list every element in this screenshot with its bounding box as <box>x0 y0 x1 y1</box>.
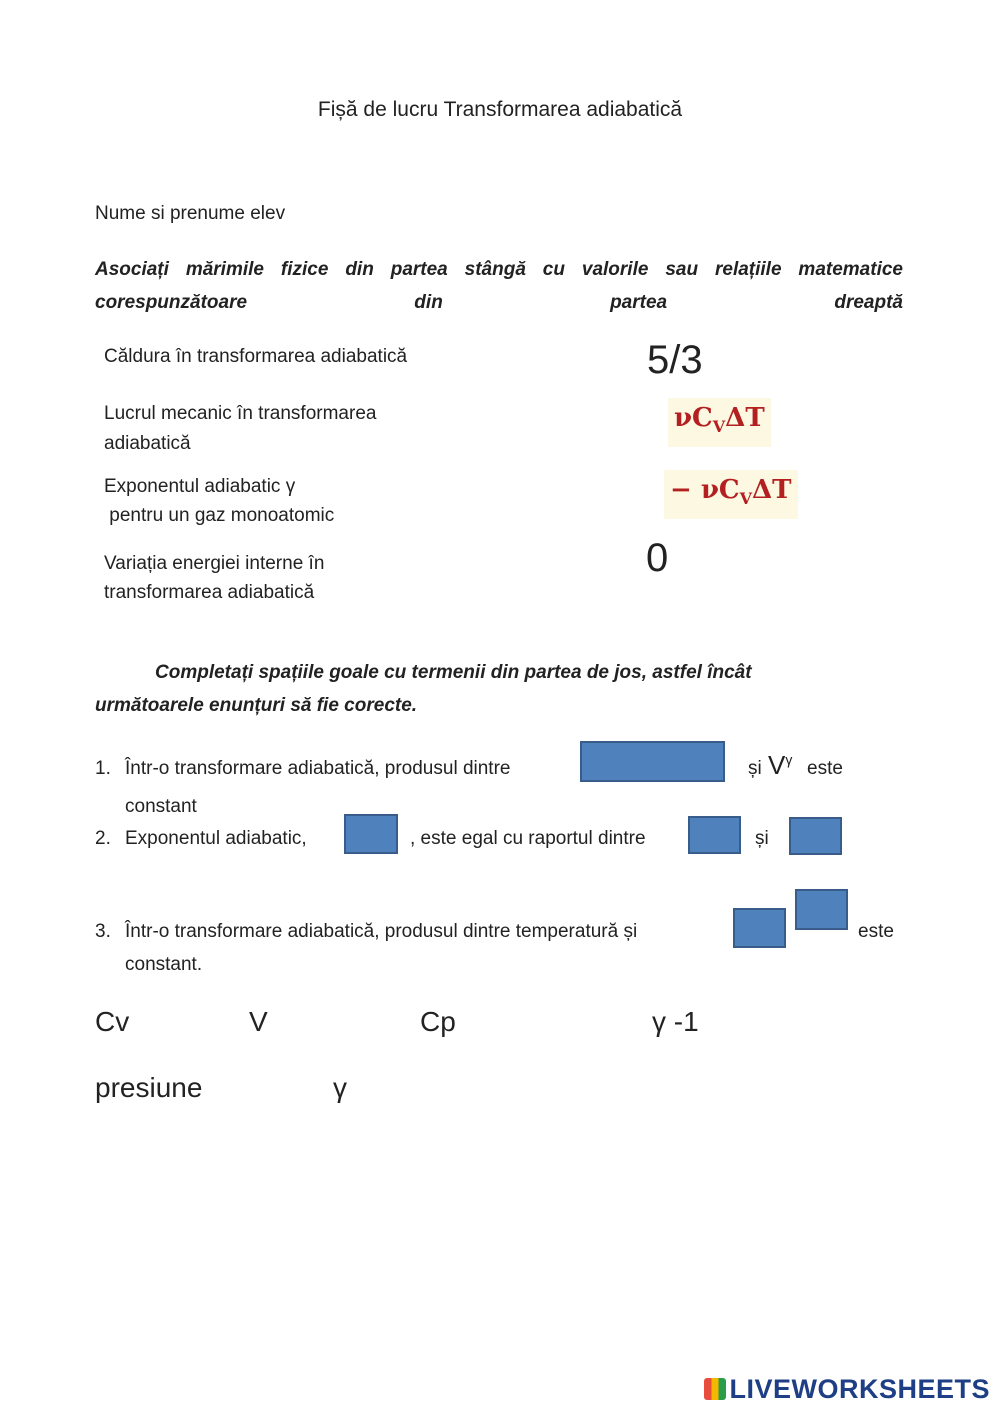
answer-formula-positive[interactable] <box>668 398 771 447</box>
blank-item3-base[interactable] <box>733 908 786 948</box>
logo-text: LIVEWORKSHEETS <box>729 1374 990 1404</box>
blank-item2-numerator[interactable] <box>688 816 741 854</box>
fill-instruction-line1: Completați spațiile goale cu termenii din partea de jos, astfel încât <box>155 662 752 683</box>
word-bank-cp[interactable]: Cp <box>420 1006 456 1037</box>
fill-instruction-line2: următoarele enunțuri să fie corecte. <box>95 695 418 716</box>
left-item-energy-line1: Variația energiei interne în <box>104 553 325 574</box>
formula-subscript: V <box>739 489 752 509</box>
item1-v-gamma <box>768 750 792 781</box>
word-bank-cv[interactable]: Cv <box>95 1006 130 1037</box>
formula-prefix: − νC <box>670 475 740 505</box>
blank-item3-exponent[interactable] <box>795 889 848 930</box>
formula-suffix: ΔT <box>725 403 765 433</box>
blank-item2-denominator[interactable] <box>789 817 842 855</box>
item1-and: și <box>748 758 762 779</box>
item2-and: și <box>755 828 769 849</box>
item1-constant: constant <box>125 796 197 817</box>
item1-number: 1. <box>95 758 111 779</box>
gamma-exponent: γ <box>785 751 793 768</box>
answer-ratio-5-3[interactable]: 5/3 <box>647 338 703 382</box>
liveworksheets-logo-icon <box>704 1378 726 1400</box>
item3-number: 3. <box>95 921 111 942</box>
item2-text-middle: , este egal cu raportul dintre <box>410 828 646 849</box>
item3-constant: constant. <box>125 954 203 975</box>
formula-prefix: νC <box>674 403 713 433</box>
formula-suffix: ΔT <box>752 475 792 505</box>
answer-formula-negative[interactable] <box>664 470 798 519</box>
left-item-work-line2: adiabatică <box>104 433 191 454</box>
page-title: Fișă de lucru Transformarea adiabatică <box>317 98 683 121</box>
word-bank-gamma-minus-one[interactable]: γ -1 <box>652 1006 699 1037</box>
left-item-heat: Căldura în transformarea adiabatică <box>104 346 408 367</box>
word-bank-v[interactable]: V <box>249 1006 268 1037</box>
left-item-exponent-line1: Exponentul adiabatic γ <box>104 476 296 497</box>
formula-subscript: V <box>712 417 726 437</box>
word-bank-gamma[interactable]: γ <box>333 1072 347 1103</box>
liveworksheets-logo <box>704 1374 990 1405</box>
item1-este: este <box>807 758 843 779</box>
blank-item2-exponent[interactable] <box>344 814 398 854</box>
left-item-work-line1: Lucrul mecanic în transformarea <box>104 403 377 424</box>
item2-text: Exponentul adiabatic, <box>125 828 307 849</box>
item2-number: 2. <box>95 828 111 849</box>
student-name-label: Nume si prenume elev <box>95 203 286 224</box>
item3-text: Într-o transformare adiabatică, produsul dintre temperatură și <box>125 921 638 942</box>
left-item-exponent-line2: pentru un gaz monoatomic <box>104 505 335 526</box>
matching-instruction: Asociați mărimile fizice din partea stângă cu valorile sau relațiile matematice corespunzătoare din partea dreaptă <box>95 259 903 313</box>
word-bank-presiune[interactable]: presiune <box>95 1072 203 1103</box>
item1-text: Într-o transformare adiabatică, produsul dintre <box>125 758 511 779</box>
answer-zero[interactable]: 0 <box>646 536 669 580</box>
left-item-energy-line2: transformarea adiabatică <box>104 582 315 603</box>
item3-este: este <box>858 921 894 942</box>
blank-item1[interactable] <box>580 741 725 782</box>
v-symbol: V <box>768 750 786 780</box>
